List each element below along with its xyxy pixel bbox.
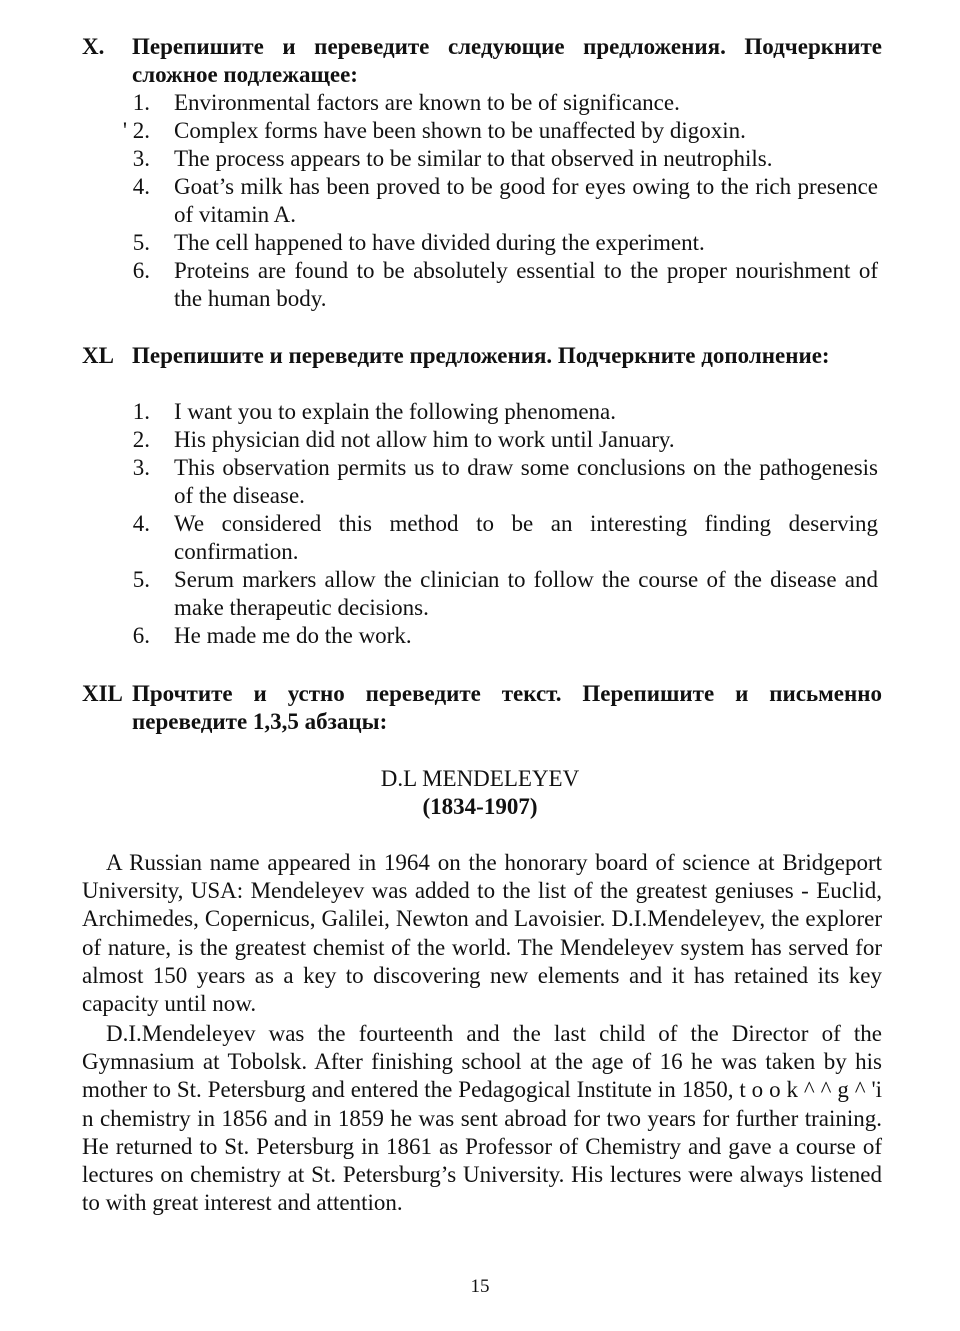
item-text: I want you to explain the following phenomena. bbox=[174, 399, 617, 424]
article-years: (1834-1907) bbox=[422, 794, 538, 819]
section-title: Перепишите и переведите следующие предложения. Подчеркните сложное подлежащее: bbox=[132, 34, 882, 87]
article-paragraph: D.I.Mendeleyev was the fourteenth and the last child of the Director of the Gymnasium at Tobolsk. After finishing school at the age of 16 he was taken by his mother to St. Petersburg and entered the Pedagogical Institute in 1850, t o o k ^ ^ g ^ 'i n chemistry in 1856 and in 1859 he was sent abroad for two years for further training. He returned to St. Petersburg in 1861 as Professor of Chemistry and gave a course of lectures on chemistry at St. Petersburg’s University. His lectures were always listened to with great interest and attention. bbox=[82, 1021, 882, 1216]
item-number: 2. bbox=[132, 427, 150, 452]
item-text: The cell happened to have divided during the experiment. bbox=[174, 230, 705, 255]
item-number: 4. bbox=[132, 511, 150, 536]
section-title: Перепишите и переведите предложения. Подчеркните дополнение: bbox=[132, 343, 830, 368]
item-number: 6. bbox=[132, 623, 150, 648]
page-number: 15 bbox=[470, 1276, 490, 1297]
item-number: 1. bbox=[132, 90, 150, 115]
item-number: ' 2. bbox=[122, 118, 150, 143]
item-text: His physician did not allow him to work until January. bbox=[174, 427, 675, 452]
section-number: XL bbox=[82, 343, 114, 368]
item-number: 3. bbox=[132, 455, 150, 480]
article-title: D.L MENDELEYEV bbox=[380, 766, 580, 791]
section-title: Прочтите и устно переведите текст. Перепишите и письменно переведите 1,3,5 абзацы: bbox=[132, 681, 882, 734]
item-text: The process appears to be similar to that observed in neutrophils. bbox=[174, 146, 773, 171]
item-number: 1. bbox=[132, 399, 150, 424]
item-text: Proteins are found to be absolutely essential to the proper nourishment of the human body. bbox=[174, 258, 878, 311]
item-number: 5. bbox=[132, 567, 150, 592]
section-number: XIL bbox=[82, 681, 123, 706]
item-number: 6. bbox=[132, 258, 150, 283]
item-number: 4. bbox=[132, 174, 150, 199]
item-text: Complex forms have been shown to be unaffected by digoxin. bbox=[174, 118, 746, 143]
item-text: Goat’s milk has been proved to be good for eyes owing to the rich presence of vitamin A. bbox=[174, 174, 878, 227]
item-number: 3. bbox=[132, 146, 150, 171]
item-text: Environmental factors are known to be of significance. bbox=[174, 90, 680, 115]
item-number: 5. bbox=[132, 230, 150, 255]
article-paragraph: A Russian name appeared in 1964 on the honorary board of science at Bridgeport University, USA: Mendeleyev was added to the list of the greatest geniuses - Euclid, Archimedes, Copernicus, Galilei, Newton and Lavoisier. D.I.Mendeleyev, the explorer of nature, is the greatest chemist of the world. The Mendeleyev system has served for almost 150 years as a key to discovering new elements and it has retained its key capacity until now. bbox=[82, 850, 882, 1017]
item-text: He made me do the work. bbox=[174, 623, 412, 648]
item-text: Serum markers allow the clinician to follow the course of the disease and make therapeutic decisions. bbox=[174, 567, 878, 620]
section-number: X. bbox=[82, 34, 105, 59]
item-text: We considered this method to be an interesting finding deserving confirmation. bbox=[174, 511, 878, 564]
item-text: This observation permits us to draw some conclusions on the pathogenesis of the disease. bbox=[174, 455, 878, 508]
